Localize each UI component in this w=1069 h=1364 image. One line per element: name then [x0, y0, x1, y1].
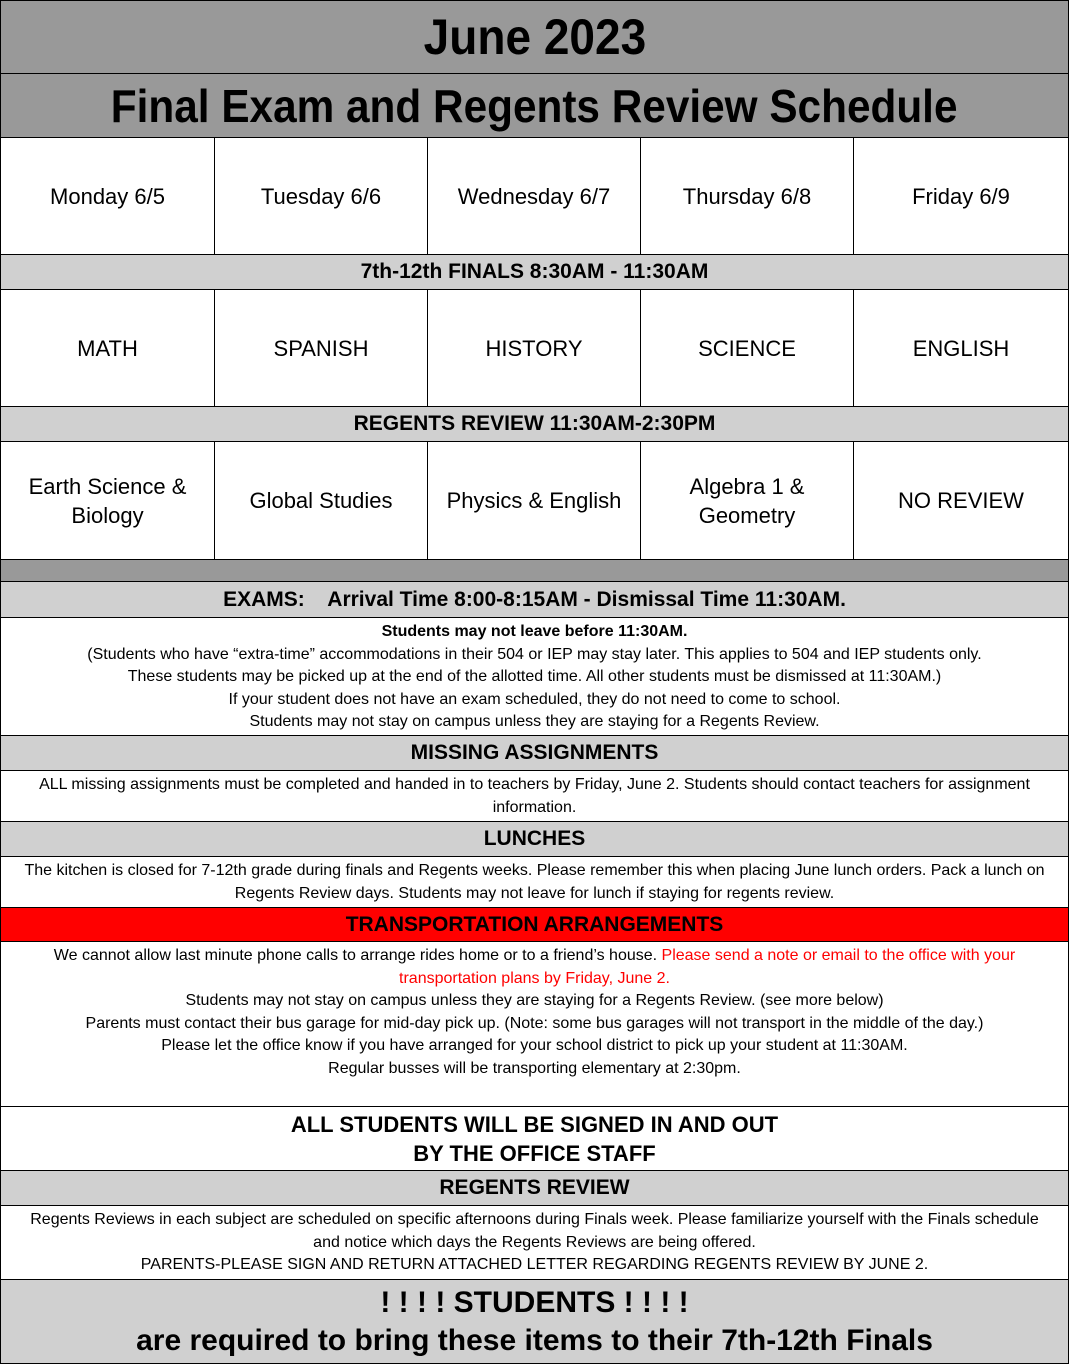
footer-line-2: are required to bring these items to their 7th-12th Finals [136, 1323, 933, 1357]
finals-row [1, 290, 1068, 407]
missing-assignments-body [1, 771, 1068, 822]
regents-subject: Algebra 1 & Geometry [641, 442, 854, 559]
divider-band [1, 560, 1068, 582]
transportation-line: Regular busses will be transporting elementary at 2:30pm. [328, 1059, 741, 1077]
day-cell: Monday 6/5 [1, 138, 215, 254]
exams-heading [1, 582, 1068, 618]
day-cell: Friday 6/9 [912, 183, 1010, 209]
regents-review-heading [1, 1171, 1068, 1206]
finals-subject: SPANISH [215, 290, 428, 406]
day-cell: Thursday 6/8 [641, 138, 854, 254]
lunches-body [1, 857, 1068, 908]
regents-review-line: PARENTS-PLEASE SIGN AND RETURN ATTACHED LETTER REGARDING REGENTS REVIEW BY JUNE 2. [140, 1256, 929, 1273]
lunches-text: The kitchen is closed for 7-12th grade during finals and Regents weeks. Please remember this when placing June lunch orders. Pack a lunch on Regents Review days. Students may not leave for lunch if staying for regents review. [24, 862, 1045, 902]
page-title: Final Exam and Regents Review Schedule [111, 79, 958, 132]
missing-assignments-heading-text: MISSING ASSIGNMENTS [410, 741, 659, 764]
regents-review-line: Regents Reviews in each subject are scheduled on specific afternoons during Finals week. Please familiarize yourself with the Finals schedule and notice which days the Regents Reviews are being offered. [30, 1211, 1039, 1251]
exams-line: If your student does not have an exam scheduled, they do not need to come to school. [228, 690, 841, 708]
footer-banner [1, 1280, 1068, 1363]
transportation-line: Please let the office know if you have arranged for your school district to pick up your student at 11:30AM. [161, 1037, 908, 1054]
missing-assignments-heading [1, 736, 1068, 771]
finals-heading-text: 7th-12th FINALS 8:30AM - 11:30AM [360, 260, 709, 283]
transportation-intro-red: Please send a note or email to the office with your transportation plans by Friday, June 2. [399, 947, 1016, 987]
day-cell: Tuesday 6/6 [215, 138, 428, 254]
regents-subject: Physics & English [428, 442, 641, 559]
missing-assignments-text: ALL missing assignments must be completed and handed in to teachers by Friday, June 2. Students should contact teachers for assignment information. [39, 776, 1030, 816]
regents-row [1, 442, 1068, 560]
regents-schedule-heading [1, 407, 1068, 442]
footer-line-1: ! ! ! ! STUDENTS ! ! ! ! [380, 1285, 689, 1319]
exams-body [1, 618, 1068, 736]
lunches-heading-text: LUNCHES [483, 827, 586, 850]
exams-line: (Students who have “extra-time” accommodations in their 504 or IEP may stay later. This applies to 504 and IEP students only. [87, 645, 982, 663]
transportation-intro-text: We cannot allow last minute phone calls to arrange rides home or to a friend’s house. [53, 947, 662, 964]
title-banner [1, 74, 1068, 138]
regents-subject: Global Studies [215, 442, 428, 559]
transportation-intro [41, 945, 1028, 990]
transportation-heading [1, 908, 1068, 942]
exams-line: Students may not stay on campus unless they are staying for a Regents Review. [249, 713, 820, 730]
signed-line-2: BY THE OFFICE STAFF [413, 1140, 656, 1166]
exams-line: These students may be picked up at the end of the allotted time. All other students must be dismissed at 11:30AM.) [127, 668, 942, 685]
regents-schedule-heading-text: REGENTS REVIEW 11:30AM-2:30PM [353, 412, 716, 435]
finals-subject: ENGLISH [912, 335, 1010, 361]
lunches-heading [1, 822, 1068, 857]
transportation-body [1, 942, 1068, 1107]
finals-heading [1, 255, 1068, 290]
signed-line-1: ALL STUDENTS WILL BE SIGNED IN AND OUT [290, 1111, 779, 1137]
regents-review-body [1, 1206, 1068, 1280]
transportation-heading-text: TRANSPORTATION ARRANGEMENTS [345, 912, 724, 936]
signed-banner [1, 1107, 1068, 1171]
month-title: June 2023 [423, 9, 646, 65]
transportation-line: Parents must contact their bus garage for mid-day pick up. (Note: some bus garages will not transport in the middle of the day.) [85, 1014, 984, 1032]
regents-subject: Earth Science & Biology [1, 442, 215, 559]
finals-subject: HISTORY [428, 290, 641, 406]
regents-review-heading-text: REGENTS REVIEW [439, 1176, 630, 1199]
day-cell: Wednesday 6/7 [428, 138, 641, 254]
exams-bold-line: Students may not leave before 11:30AM. [381, 623, 688, 640]
transportation-line: Students may not stay on campus unless they are staying for a Regents Review. (see more below) [185, 992, 884, 1009]
month-banner [1, 1, 1068, 74]
regents-subject: NO REVIEW [898, 488, 1024, 513]
exams-heading-text: EXAMS: Arrival Time 8:00-8:15AM - Dismissal Time 11:30AM. [223, 587, 846, 611]
finals-subject: SCIENCE [641, 290, 854, 406]
finals-subject: MATH [1, 290, 215, 406]
days-row [1, 138, 1068, 255]
